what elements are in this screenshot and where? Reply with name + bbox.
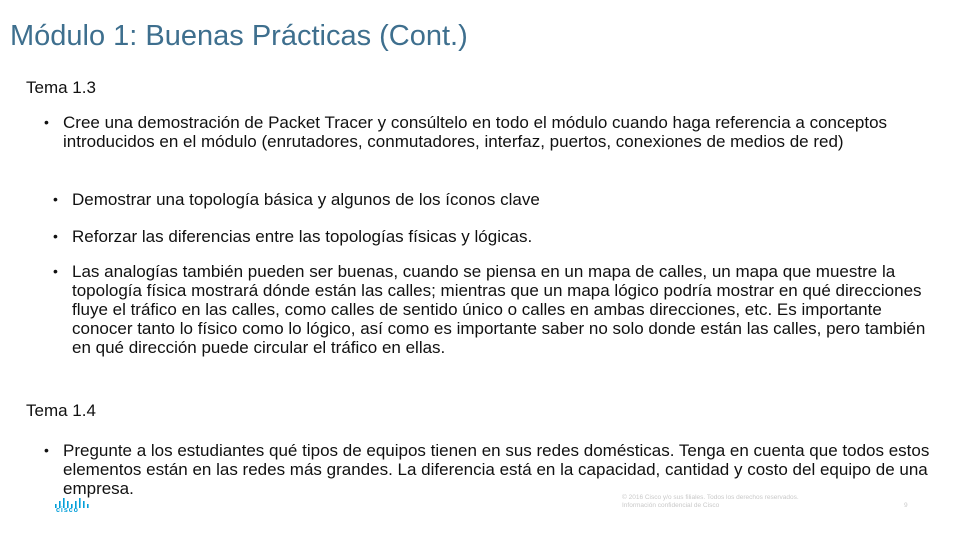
bullet-text: Las analogías también pueden ser buenas, cuando se piensa en un mapa de calles, un mapa que muestre la topología física mostrará dónde están las calles; mientras que un mapa lógico podría mostrar en qué direcciones fluye el tráfico en las calles, como calles de sentido único o calles en ambas direcciones, etc. Es importante conocer tanto lo físico como lo lógico, así como es importante saber no solo donde están las calles, pero también en qué dirección puede circular el tráfico en ellas. <box>72 262 926 357</box>
page-number: 9 <box>904 502 908 509</box>
copyright-text: © 2016 Cisco y/o sus filiales. Todos los derechos reservados. <box>622 494 799 501</box>
confidential-text: Información confidencial de Cisco <box>622 502 720 509</box>
bullet-dot-icon: • <box>53 228 58 244</box>
sub-bullet-item <box>53 190 932 209</box>
bullet-dot-icon: • <box>53 191 58 207</box>
bullet-item <box>44 113 923 151</box>
section-heading-1-4: Tema 1.4 <box>26 401 96 420</box>
bullet-text: Cree una demostración de Packet Tracer y consúltelo en todo el módulo cuando haga referencia a conceptos introducidos en el módulo (enrutadores, conmutadores, interfaz, puertos, conexiones de medios de red) <box>63 113 888 151</box>
bullet-text: Reforzar las diferencias entre las topologías físicas y lógicas. <box>72 227 533 246</box>
sub-bullet-item <box>53 262 932 357</box>
bullet-text: Demostrar una topología básica y algunos de los íconos clave <box>72 190 540 209</box>
logo-wordmark: cisco <box>56 507 79 514</box>
slide-title: Módulo 1: Buenas Prácticas (Cont.) <box>10 20 468 52</box>
bullet-text: Pregunte a los estudiantes qué tipos de equipos tienen en sus redes domésticas. Tenga en cuenta que todos estos elementos están en las redes más grandes. La diferencia está en la capacidad, cantidad y costo del equipo de una empresa. <box>63 441 930 498</box>
bullet-dot-icon: • <box>44 114 49 130</box>
bullet-dot-icon: • <box>53 263 58 279</box>
bullet-dot-icon: • <box>44 442 49 458</box>
footer-legal <box>622 494 799 510</box>
sub-bullet-item <box>53 227 932 246</box>
section-heading-1-3: Tema 1.3 <box>26 78 96 97</box>
bullet-item <box>44 441 943 498</box>
